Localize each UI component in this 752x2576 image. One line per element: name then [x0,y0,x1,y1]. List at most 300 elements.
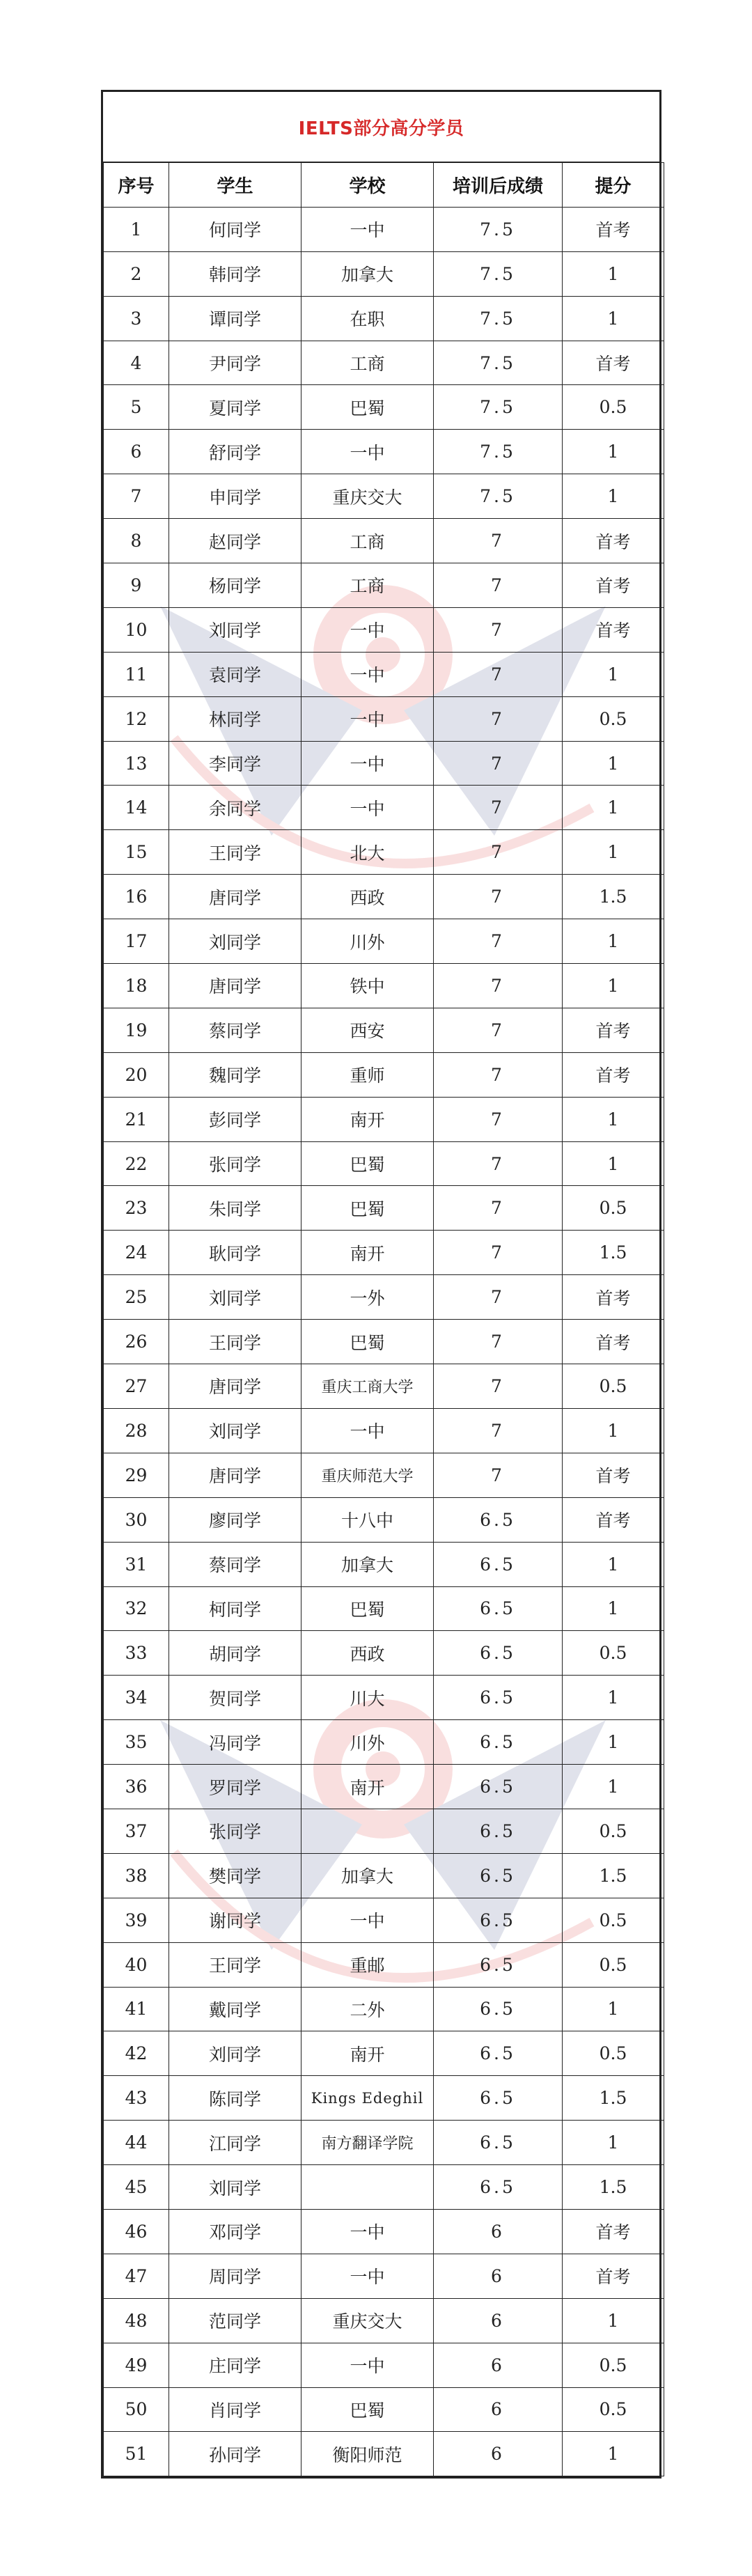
student-name: 唐同学 [169,964,301,1008]
student-name: 柯同学 [169,1586,301,1631]
row-index: 32 [104,1586,169,1631]
gain-value: 1.5 [563,1231,664,1275]
table-row [104,207,664,251]
table-row [104,875,664,919]
score-value: 6.5 [434,1631,563,1676]
student-name: 蔡同学 [169,1008,301,1052]
student-name: 唐同学 [169,1364,301,1409]
table-row [104,696,664,741]
header-school: 学校 [301,163,434,208]
score-value: 7 [434,1408,563,1453]
school-name: 在职 [301,296,434,341]
table-row [104,1052,664,1097]
school-name: 一中 [301,2343,434,2387]
school-name: 川外 [301,919,434,964]
school-name: 重庆交大 [301,2298,434,2343]
gain-value: 首考 [563,1453,664,1497]
score-value: 6.5 [434,1497,563,1542]
row-index: 2 [104,251,169,296]
gain-value: 1 [563,741,664,786]
row-index: 31 [104,1542,169,1586]
school-name: 一中 [301,696,434,741]
gain-value: 0.5 [563,1186,664,1231]
table-row [104,2031,664,2076]
gain-value: 0.5 [563,1898,664,1942]
gain-value: 1 [563,1765,664,1809]
school-name: 川外 [301,1720,434,1765]
row-index: 6 [104,430,169,474]
row-index: 9 [104,563,169,608]
gain-value: 0.5 [563,1942,664,1987]
school-name: 一中 [301,1408,434,1453]
gain-value: 1 [563,1141,664,1186]
school-name: 巴蜀 [301,1586,434,1631]
school-name: 一中 [301,2254,434,2298]
student-name: 罗同学 [169,1765,301,1809]
row-index: 37 [104,1809,169,1853]
table-row [104,1720,664,1765]
table-row [104,2343,664,2387]
gain-value: 首考 [563,1052,664,1097]
score-value: 7 [434,1275,563,1320]
row-index: 8 [104,519,169,563]
student-name: 朱同学 [169,1186,301,1231]
score-value: 7 [434,1097,563,1141]
score-value: 6.5 [434,1765,563,1809]
score-value: 6.5 [434,1853,563,1898]
school-name: 巴蜀 [301,1141,434,1186]
student-name: 耿同学 [169,1231,301,1275]
school-name: 巴蜀 [301,1320,434,1364]
school-name: 西政 [301,1631,434,1676]
row-index: 16 [104,875,169,919]
table-row [104,1853,664,1898]
gain-value: 首考 [563,1320,664,1364]
row-index: 49 [104,2343,169,2387]
student-name: 谢同学 [169,1898,301,1942]
score-value: 7.5 [434,296,563,341]
row-index: 21 [104,1097,169,1141]
score-value: 6.5 [434,1720,563,1765]
table-row [104,341,664,385]
gain-value: 1 [563,652,664,696]
school-name: 一中 [301,741,434,786]
row-index: 7 [104,474,169,519]
gain-value: 1 [563,1676,664,1720]
gain-value: 1 [563,251,664,296]
school-name: 重庆师范大学 [301,1453,434,1497]
gain-value: 1 [563,296,664,341]
school-name: 加拿大 [301,1542,434,1586]
score-value: 7 [434,1231,563,1275]
school-name: 一中 [301,430,434,474]
score-value: 7 [434,519,563,563]
gain-value: 首考 [563,1275,664,1320]
gain-value: 1 [563,1408,664,1453]
student-name: 彭同学 [169,1097,301,1141]
score-value: 6 [434,2343,563,2387]
table-row [104,1186,664,1231]
table-row [104,1141,664,1186]
student-name: 张同学 [169,1809,301,1853]
school-name: 工商 [301,563,434,608]
student-name: 廖同学 [169,1497,301,1542]
school-name: 南开 [301,1231,434,1275]
row-index: 41 [104,1987,169,2031]
school-name: 铁中 [301,964,434,1008]
student-name: 陈同学 [169,2076,301,2121]
gain-value: 1.5 [563,1853,664,1898]
table-row [104,519,664,563]
score-value: 6 [434,2387,563,2432]
row-index: 29 [104,1453,169,1497]
gain-value: 1.5 [563,2076,664,2121]
row-index: 42 [104,2031,169,2076]
row-index: 25 [104,1275,169,1320]
student-name: 林同学 [169,696,301,741]
student-name: 余同学 [169,786,301,830]
student-name: 袁同学 [169,652,301,696]
student-name: 刘同学 [169,1275,301,1320]
school-name: 一中 [301,207,434,251]
school-name: 工商 [301,341,434,385]
table-row [104,2076,664,2121]
header-score: 培训后成绩 [434,163,563,208]
table-row [104,2165,664,2210]
row-index: 36 [104,1765,169,1809]
table-row [104,2432,664,2476]
table-row [104,1497,664,1542]
header-index: 序号 [104,163,169,208]
school-name: 十八中 [301,1497,434,1542]
gain-value: 首考 [563,207,664,251]
score-value: 7 [434,1052,563,1097]
score-value: 6.5 [434,2165,563,2210]
school-name: 南开 [301,2031,434,2076]
student-name: 何同学 [169,207,301,251]
table-row [104,1586,664,1631]
row-index: 38 [104,1853,169,1898]
score-value: 7 [434,607,563,652]
table-row [104,2121,664,2165]
student-name: 谭同学 [169,296,301,341]
student-name: 王同学 [169,1320,301,1364]
score-value: 6 [434,2298,563,2343]
row-index: 48 [104,2298,169,2343]
table-row [104,1008,664,1052]
score-value: 7 [434,919,563,964]
table-row [104,786,664,830]
gain-value: 0.5 [563,2343,664,2387]
gain-value: 1 [563,430,664,474]
student-name: 韩同学 [169,251,301,296]
student-name: 张同学 [169,1141,301,1186]
table-row [104,2254,664,2298]
row-index: 50 [104,2387,169,2432]
gain-value: 0.5 [563,1364,664,1409]
row-index: 19 [104,1008,169,1052]
score-value: 7 [434,875,563,919]
row-index: 45 [104,2165,169,2210]
score-value: 7.5 [434,385,563,430]
school-name: 重庆交大 [301,474,434,519]
student-name: 冯同学 [169,1720,301,1765]
school-name: 南方翻译学院 [301,2121,434,2165]
gain-value: 1 [563,2298,664,2343]
table-row [104,1275,664,1320]
score-value: 7.5 [434,430,563,474]
gain-value: 1 [563,964,664,1008]
score-value: 7 [434,741,563,786]
score-value: 6.5 [434,1898,563,1942]
score-value: 7 [434,830,563,875]
score-value: 6.5 [434,1676,563,1720]
score-value: 7.5 [434,207,563,251]
score-value: 6.5 [434,2076,563,2121]
table-row [104,964,664,1008]
score-value: 7 [434,786,563,830]
gain-value: 1 [563,1987,664,2031]
school-name: 衡阳师范 [301,2432,434,2476]
table-frame [101,162,661,2479]
score-value: 7.5 [434,474,563,519]
row-index: 12 [104,696,169,741]
gain-value: 0.5 [563,1631,664,1676]
row-index: 11 [104,652,169,696]
student-name: 刘同学 [169,2031,301,2076]
row-index: 43 [104,2076,169,2121]
score-value: 7 [434,563,563,608]
gain-value: 1 [563,1720,664,1765]
school-name [301,1809,434,1853]
score-value: 7 [434,1186,563,1231]
table-row [104,1408,664,1453]
row-index: 35 [104,1720,169,1765]
school-name: 一外 [301,1275,434,1320]
row-index: 13 [104,741,169,786]
row-index: 15 [104,830,169,875]
row-index: 20 [104,1052,169,1097]
student-name: 李同学 [169,741,301,786]
row-index: 46 [104,2209,169,2254]
student-name: 肖同学 [169,2387,301,2432]
gain-value: 0.5 [563,2031,664,2076]
score-value: 7 [434,1320,563,1364]
school-name: 一中 [301,786,434,830]
gain-value: 1 [563,786,664,830]
score-value: 6.5 [434,1942,563,1987]
gain-value: 0.5 [563,385,664,430]
score-value: 6.5 [434,2031,563,2076]
gain-value: 首考 [563,341,664,385]
student-name: 舒同学 [169,430,301,474]
row-index: 10 [104,607,169,652]
table-row [104,830,664,875]
student-name: 夏同学 [169,385,301,430]
table-row [104,1987,664,2031]
school-name: 工商 [301,519,434,563]
table-row [104,1364,664,1409]
school-name: 二外 [301,1987,434,2031]
school-name: 一中 [301,652,434,696]
school-name [301,2165,434,2210]
row-index: 27 [104,1364,169,1409]
score-value: 7 [434,1364,563,1409]
row-index: 23 [104,1186,169,1231]
gain-value: 1 [563,2121,664,2165]
student-name: 孙同学 [169,2432,301,2476]
student-name: 赵同学 [169,519,301,563]
row-index: 1 [104,207,169,251]
table-row [104,1097,664,1141]
table-row [104,251,664,296]
student-table [103,162,664,2476]
score-value: 7 [434,964,563,1008]
school-name: 南开 [301,1765,434,1809]
row-index: 47 [104,2254,169,2298]
gain-value: 0.5 [563,1809,664,1853]
row-index: 18 [104,964,169,1008]
gain-value: 首考 [563,607,664,652]
row-index: 24 [104,1231,169,1275]
row-index: 40 [104,1942,169,1987]
student-name: 庄同学 [169,2343,301,2387]
gain-value: 1 [563,2432,664,2476]
school-name: 加拿大 [301,251,434,296]
student-name: 尹同学 [169,341,301,385]
score-value: 6.5 [434,1586,563,1631]
score-sheet [101,90,661,2479]
school-name: Kings Edeghil [301,2076,434,2121]
table-row [104,1942,664,1987]
school-name: 一中 [301,2209,434,2254]
gain-value: 0.5 [563,696,664,741]
student-name: 杨同学 [169,563,301,608]
student-name: 刘同学 [169,607,301,652]
school-name: 一中 [301,607,434,652]
school-name: 西安 [301,1008,434,1052]
table-row [104,2298,664,2343]
table-body [104,207,664,2476]
row-index: 30 [104,1497,169,1542]
score-value: 6.5 [434,1987,563,2031]
student-name: 申同学 [169,474,301,519]
school-name: 西政 [301,875,434,919]
table-row [104,2209,664,2254]
gain-value: 首考 [563,563,664,608]
score-value: 7 [434,652,563,696]
row-index: 4 [104,341,169,385]
student-name: 刘同学 [169,919,301,964]
student-name: 唐同学 [169,875,301,919]
table-row [104,1809,664,1853]
table-row [104,919,664,964]
student-name: 王同学 [169,1942,301,1987]
gain-value: 首考 [563,2254,664,2298]
score-value: 6.5 [434,2121,563,2165]
gain-value: 首考 [563,2209,664,2254]
row-index: 34 [104,1676,169,1720]
row-index: 44 [104,2121,169,2165]
school-name: 重庆工商大学 [301,1364,434,1409]
header-row [104,163,664,208]
gain-value: 1 [563,830,664,875]
school-name: 南开 [301,1097,434,1141]
student-name: 周同学 [169,2254,301,2298]
gain-value: 1 [563,1542,664,1586]
gain-value: 首考 [563,1497,664,1542]
gain-value: 0.5 [563,2387,664,2432]
row-index: 33 [104,1631,169,1676]
student-name: 范同学 [169,2298,301,2343]
table-row [104,296,664,341]
table-row [104,1453,664,1497]
score-value: 6.5 [434,1809,563,1853]
row-index: 3 [104,296,169,341]
table-row [104,652,664,696]
student-name: 刘同学 [169,2165,301,2210]
gain-value: 1 [563,474,664,519]
table-row [104,474,664,519]
school-name: 巴蜀 [301,1186,434,1231]
table-row [104,1631,664,1676]
school-name: 川大 [301,1676,434,1720]
gain-value: 1 [563,1097,664,1141]
score-value: 6 [434,2254,563,2298]
gain-value: 首考 [563,1008,664,1052]
student-name: 邓同学 [169,2209,301,2254]
gain-value: 1.5 [563,875,664,919]
table-row [104,1542,664,1586]
gain-value: 1.5 [563,2165,664,2210]
table-row [104,607,664,652]
title-bar [101,90,661,162]
table-row [104,1898,664,1942]
table-row [104,1320,664,1364]
student-name: 戴同学 [169,1987,301,2031]
row-index: 28 [104,1408,169,1453]
student-name: 唐同学 [169,1453,301,1497]
score-value: 7 [434,1453,563,1497]
student-name: 刘同学 [169,1408,301,1453]
header-student: 学生 [169,163,301,208]
row-index: 5 [104,385,169,430]
row-index: 39 [104,1898,169,1942]
school-name: 一中 [301,1898,434,1942]
table-row [104,1231,664,1275]
score-value: 7.5 [434,341,563,385]
student-name: 王同学 [169,830,301,875]
score-value: 7 [434,696,563,741]
student-name: 蔡同学 [169,1542,301,1586]
gain-value: 首考 [563,519,664,563]
score-value: 7 [434,1141,563,1186]
school-name: 北大 [301,830,434,875]
student-name: 江同学 [169,2121,301,2165]
row-index: 14 [104,786,169,830]
table-row [104,2387,664,2432]
table-row [104,1765,664,1809]
score-value: 6 [434,2209,563,2254]
school-name: 加拿大 [301,1853,434,1898]
score-value: 6 [434,2432,563,2476]
score-value: 6.5 [434,1542,563,1586]
row-index: 51 [104,2432,169,2476]
table-row [104,741,664,786]
table-title: IELTS部分高分学员 [298,118,464,139]
row-index: 26 [104,1320,169,1364]
score-value: 7 [434,1008,563,1052]
